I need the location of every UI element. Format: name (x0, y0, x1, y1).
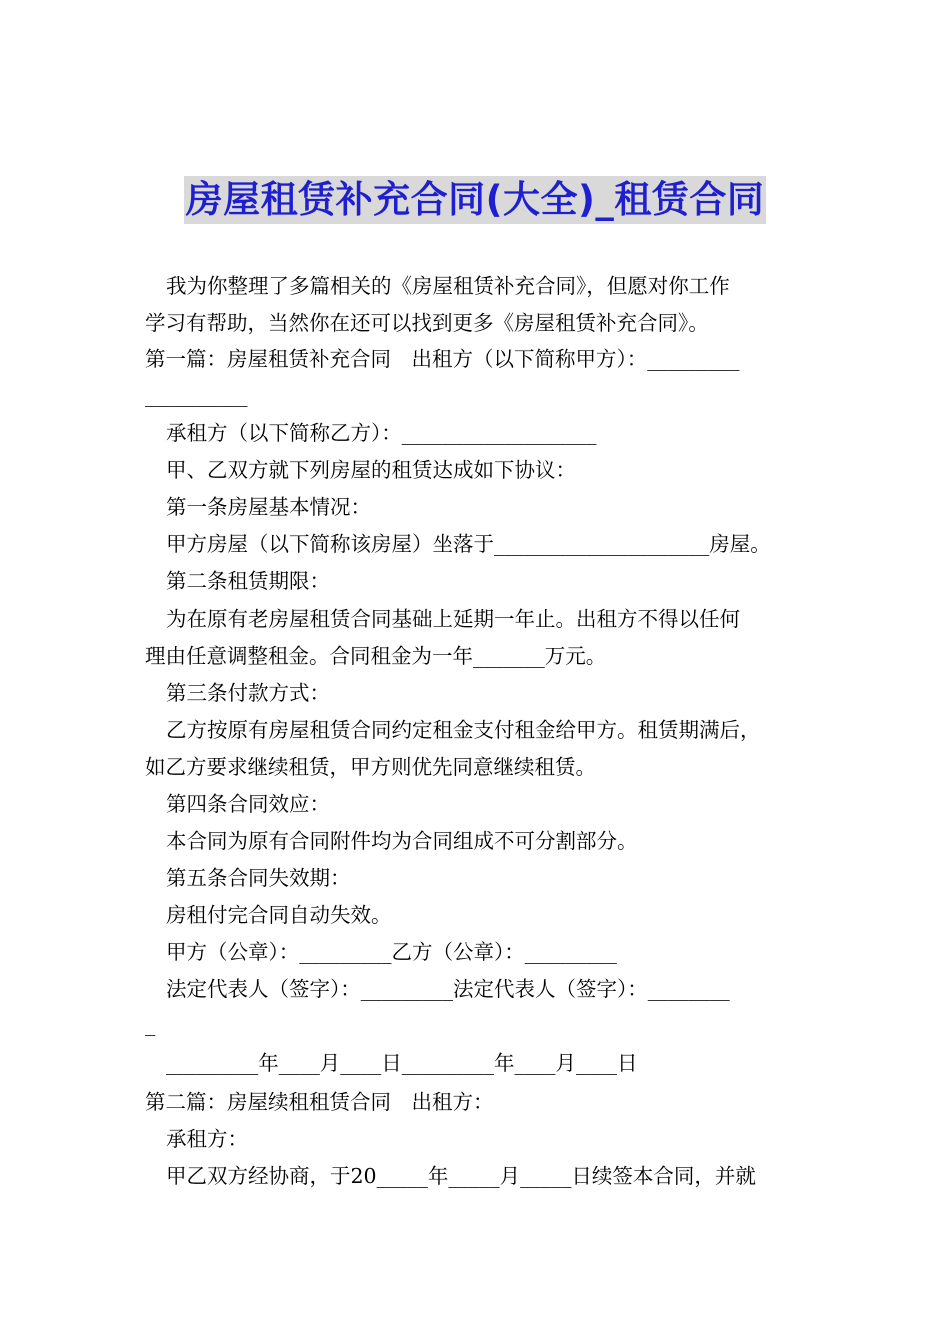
paragraph-line: 房租付完合同自动失效。 (166, 903, 392, 927)
section-heading: 第二篇：房屋续租租赁合同 出租方： (145, 1090, 494, 1114)
document-title: 房屋租赁补充合同(大全)_租赁合同 (184, 176, 767, 224)
signature-line: 甲方（公章）：_________乙方（公章）：_________ (166, 940, 617, 964)
section-heading: 第二条租赁期限： (166, 569, 330, 593)
paragraph-line: 乙方按原有房屋租赁合同约定租金支付租金给甲方。租赁期满后， (166, 718, 761, 742)
paragraph-line: 我为你整理了多篇相关的《房屋租赁补充合同》，但愿对你工作 (166, 274, 730, 298)
paragraph-line: 学习有帮助，当然你在还可以找到更多《房屋租赁补充合同》。 (145, 311, 709, 335)
section-heading: 第五条合同失效期： (166, 866, 351, 890)
paragraph-line: 承租方： (166, 1127, 248, 1151)
date-line: _________年____月____日_________年____月____日 (166, 1051, 638, 1075)
paragraph-line: 甲、乙双方就下列房屋的租赁达成如下协议： (166, 458, 576, 482)
paragraph-line: 如乙方要求继续租赁，甲方则优先同意继续租赁。 (145, 755, 596, 779)
paragraph-line: 甲方房屋（以下简称该房屋）坐落于_____________________房屋。 (166, 532, 771, 556)
document-title-wrap (0, 176, 950, 224)
paragraph-line: 第一篇：房屋租赁补充合同 出租方（以下简称甲方）：_________ (145, 347, 740, 371)
paragraph-line: 承租方（以下简称乙方）：___________________ (166, 421, 597, 445)
paragraph-line: __________ (145, 383, 248, 407)
signature-line: 法定代表人（签字）：_________法定代表人（签字）：________ (166, 977, 730, 1001)
paragraph-line: 为在原有老房屋租赁合同基础上延期一年止。出租方不得以任何 (166, 607, 740, 631)
section-heading: 第一条房屋基本情况： (166, 495, 371, 519)
paragraph-line: 甲乙双方经协商，于20_____年_____月_____日续签本合同，并就 (166, 1164, 756, 1188)
paragraph-line: 理由任意调整租金。合同租金为一年_______万元。 (145, 644, 607, 668)
section-heading: 第三条付款方式： (166, 681, 330, 705)
signature-line-wrap: _ (145, 1012, 156, 1036)
section-heading: 第四条合同效应： (166, 792, 330, 816)
paragraph-line: 本合同为原有合同附件均为合同组成不可分割部分。 (166, 829, 638, 853)
